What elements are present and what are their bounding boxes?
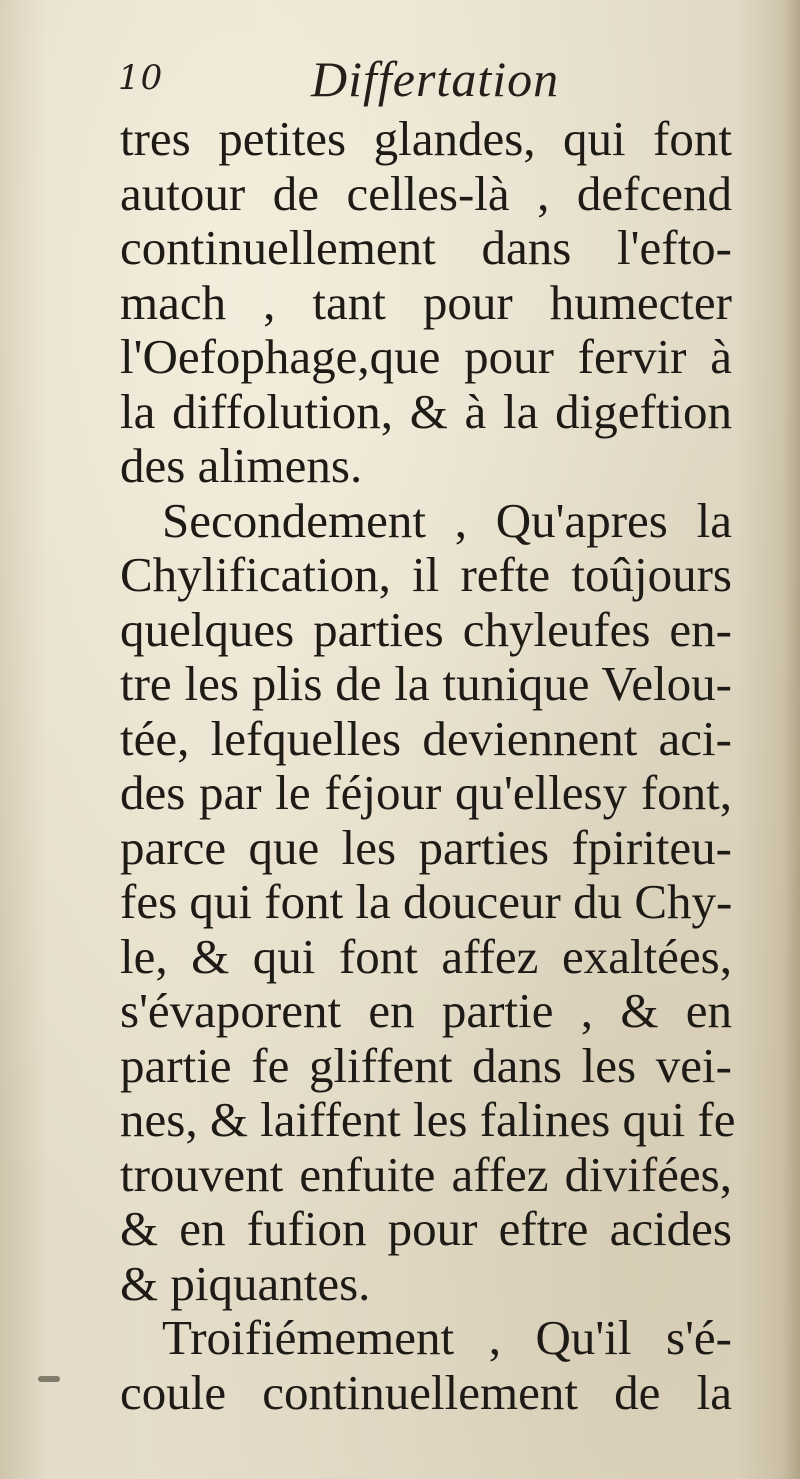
text-line: autour de celles-là , defcend bbox=[120, 165, 732, 221]
text-line: trouvent enfuite affez divifées, bbox=[120, 1146, 732, 1202]
text-line: coule continuellement de la bbox=[120, 1364, 732, 1420]
text-line: la diffolution, & à la digeftion bbox=[120, 383, 732, 439]
page-header bbox=[118, 50, 728, 110]
text-line: parce que les parties fpiriteu- bbox=[120, 819, 732, 875]
text-line: & en fufion pour eftre acides bbox=[120, 1201, 732, 1256]
body-text bbox=[120, 111, 736, 1420]
text-line: des alimens. bbox=[120, 438, 363, 493]
page-number: 10 bbox=[118, 58, 164, 98]
paper-blemish bbox=[38, 1376, 60, 1382]
text-line: tres petites glandes, qui font bbox=[120, 111, 732, 166]
text-line: le, & qui font affez exaltées, bbox=[120, 928, 732, 984]
text-line: tre les plis de la tunique Velou- bbox=[120, 656, 732, 711]
text-line: tée, lefquelles deviennent aci- bbox=[120, 710, 732, 766]
text-line: Chylification, il refte toûjours bbox=[120, 547, 732, 602]
running-title: Differtation bbox=[311, 51, 560, 107]
text-line: partie fe gliffent dans les vei- bbox=[120, 1037, 732, 1093]
text-line: mach , tant pour humecter bbox=[120, 274, 732, 330]
text-line: quelques parties chyleufes en- bbox=[120, 601, 732, 657]
text-line: s'évaporent en partie , & en bbox=[120, 983, 732, 1038]
text-line: des par le féjour qu'ellesy font, bbox=[120, 765, 732, 820]
text-line: fes qui font la douceur du Chy- bbox=[120, 874, 733, 929]
text-line: nes, & laiffent les falines qui fe bbox=[120, 1092, 736, 1147]
paragraph-start-line: Secondement , Qu'apres la bbox=[162, 492, 732, 548]
text-line: & piquantes. bbox=[120, 1255, 371, 1311]
text-line: continuellement dans l'efto- bbox=[120, 220, 732, 275]
text-line: l'Oefophage,que pour fervir à bbox=[120, 329, 732, 384]
paragraph-start-line: Troifiémement , Qu'il s'é- bbox=[162, 1310, 732, 1365]
